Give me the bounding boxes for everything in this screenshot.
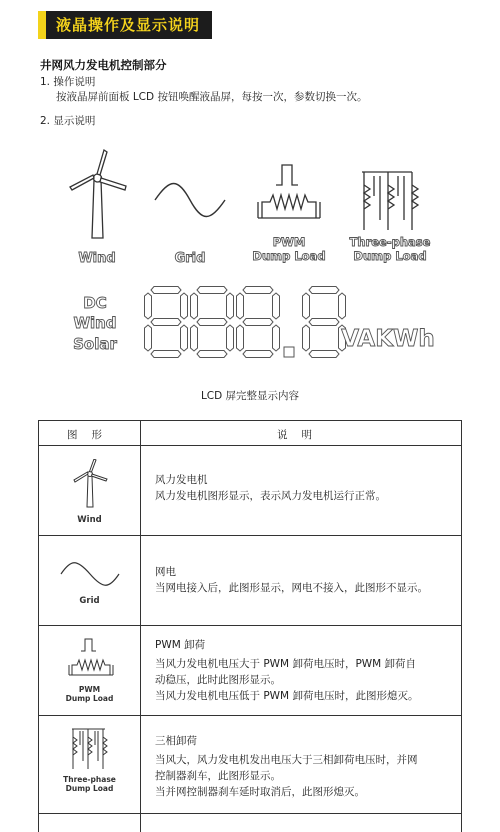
lcd-label-wind: Wind (78, 251, 116, 266)
seven-segment-decimal-point (284, 347, 294, 357)
seven-segment-bar (273, 293, 280, 319)
seven-segment-bar (151, 351, 181, 358)
icon-label-line: Dump Load (65, 784, 114, 793)
table-icon-label-three-phase (39, 775, 140, 793)
row-title: 网电 (155, 566, 176, 578)
seven-segment-bar (243, 287, 273, 294)
table-row-divider (39, 715, 461, 716)
pwm-dump-load-icon (258, 165, 320, 218)
section-1-heading: 1. 操作说明 (40, 76, 96, 88)
table-header-description: 说明 (277, 429, 326, 441)
seven-segment-bar (237, 293, 244, 319)
seven-segment-bar (227, 293, 234, 319)
table-column-divider (140, 421, 141, 832)
table-row-2-text (155, 564, 428, 596)
seven-segment-bar (309, 287, 339, 294)
seven-segment-bar (145, 325, 152, 351)
subtitle: 井网风力发电机控制部分 (40, 58, 167, 72)
lcd-label-pwm-dump: Dump Load (252, 249, 326, 263)
seven-segment-bar (243, 319, 273, 326)
table-row-divider (39, 813, 461, 814)
seven-segment-bar (273, 325, 280, 351)
section-2-heading: 2. 显示说明 (40, 115, 96, 127)
lcd-label-dc: DC (83, 294, 107, 312)
page-title: 液晶操作及显示说明 (56, 16, 201, 34)
row-line: 当并网控制器刹车延时取消后，此图形熄灭。 (155, 786, 365, 798)
row-title: PWM 卸荷 (155, 639, 206, 651)
row-title: 风力发电机 (155, 474, 208, 486)
row-line: 动稳压，此时此图形显示。 (155, 674, 281, 686)
table-header-divider (39, 445, 461, 446)
lcd-caption: LCD 屏完整显示内容 (200, 390, 300, 402)
lcd-icon-table (38, 420, 462, 832)
table-row-3-text (155, 637, 418, 704)
lcd-label-source-wind: Wind (73, 314, 117, 332)
row-line: 当网电接入后，此图形显示，网电不接入，此图形不显示。 (155, 582, 428, 594)
section-1-text: 按液晶屏前面板 LCD 按钮唤醒液晶屏，每按一次，参数切换一次。 (56, 91, 368, 103)
wind-turbine-icon (70, 150, 126, 238)
table-icon-label-pwm (39, 685, 140, 703)
seven-segment-bar (339, 293, 346, 319)
seven-segment-digits (145, 287, 346, 358)
seven-segment-bar (197, 319, 227, 326)
grid-wave-icon (155, 184, 225, 217)
icon-label-line: Dump Load (65, 694, 114, 703)
table-row-divider (39, 535, 461, 536)
seven-segment-bar (145, 293, 152, 319)
seven-segment-bar (309, 351, 339, 358)
seven-segment-bar (151, 319, 181, 326)
table-row-4-text (155, 733, 418, 800)
table-icon-label-grid: Grid (79, 596, 100, 606)
three-phase-dump-load-icon (69, 727, 111, 771)
lcd-digits-value: 888.8 (240, 290, 243, 291)
lcd-units: VAKWh (341, 326, 435, 352)
icon-label-line: PWM (78, 685, 101, 694)
seven-segment-bar (303, 325, 310, 351)
table-header-graphic: 图形 (67, 429, 116, 441)
three-phase-dump-load-icon (362, 172, 418, 230)
seven-segment-bar (151, 287, 181, 294)
pwm-dump-load-icon (66, 637, 116, 679)
grid-wave-icon (59, 559, 121, 589)
seven-segment-bar (197, 287, 227, 294)
seven-segment-bar (243, 351, 273, 358)
row-line: 当风力发电机电压低于 PWM 卸荷电压时，此图形熄灭。 (155, 690, 419, 702)
row-line: 控制器刹车，此图形显示。 (155, 770, 281, 782)
lcd-label-solar: Solar (73, 335, 117, 353)
lcd-label-three-phase: Three-phase (349, 235, 431, 249)
seven-segment-bar (197, 351, 227, 358)
seven-segment-bar (237, 325, 244, 351)
seven-segment-bar (181, 293, 188, 319)
lcd-label-three-phase-dump: Dump Load (353, 249, 427, 263)
lcd-display-illustration (0, 140, 500, 380)
seven-segment-bar (309, 319, 339, 326)
row-line: 当风力发电机电压大于 PWM 卸荷电压时，PWM 卸荷自 (155, 658, 417, 670)
table-row-divider (39, 625, 461, 626)
seven-segment-bar (191, 293, 198, 319)
row-line: 风力发电机图形显示，表示风力发电机运行正常。 (155, 490, 386, 502)
lcd-label-grid: Grid (174, 251, 206, 266)
table-row-1-text (155, 472, 386, 504)
row-line: 当风大，风力发电机发出电压大于三相卸荷电压时，并网 (155, 754, 418, 766)
lcd-label-pwm: PWM (272, 235, 306, 249)
seven-segment-bar (181, 325, 188, 351)
row-title: 三相卸荷 (155, 735, 197, 747)
seven-segment-bar (303, 293, 310, 319)
table-icon-label-wind: Wind (77, 515, 102, 525)
seven-segment-bar (191, 325, 198, 351)
seven-segment-bar (227, 325, 234, 351)
icon-label-line: Three-phase (63, 775, 116, 784)
wind-turbine-icon (67, 459, 113, 509)
header-accent (38, 11, 46, 39)
